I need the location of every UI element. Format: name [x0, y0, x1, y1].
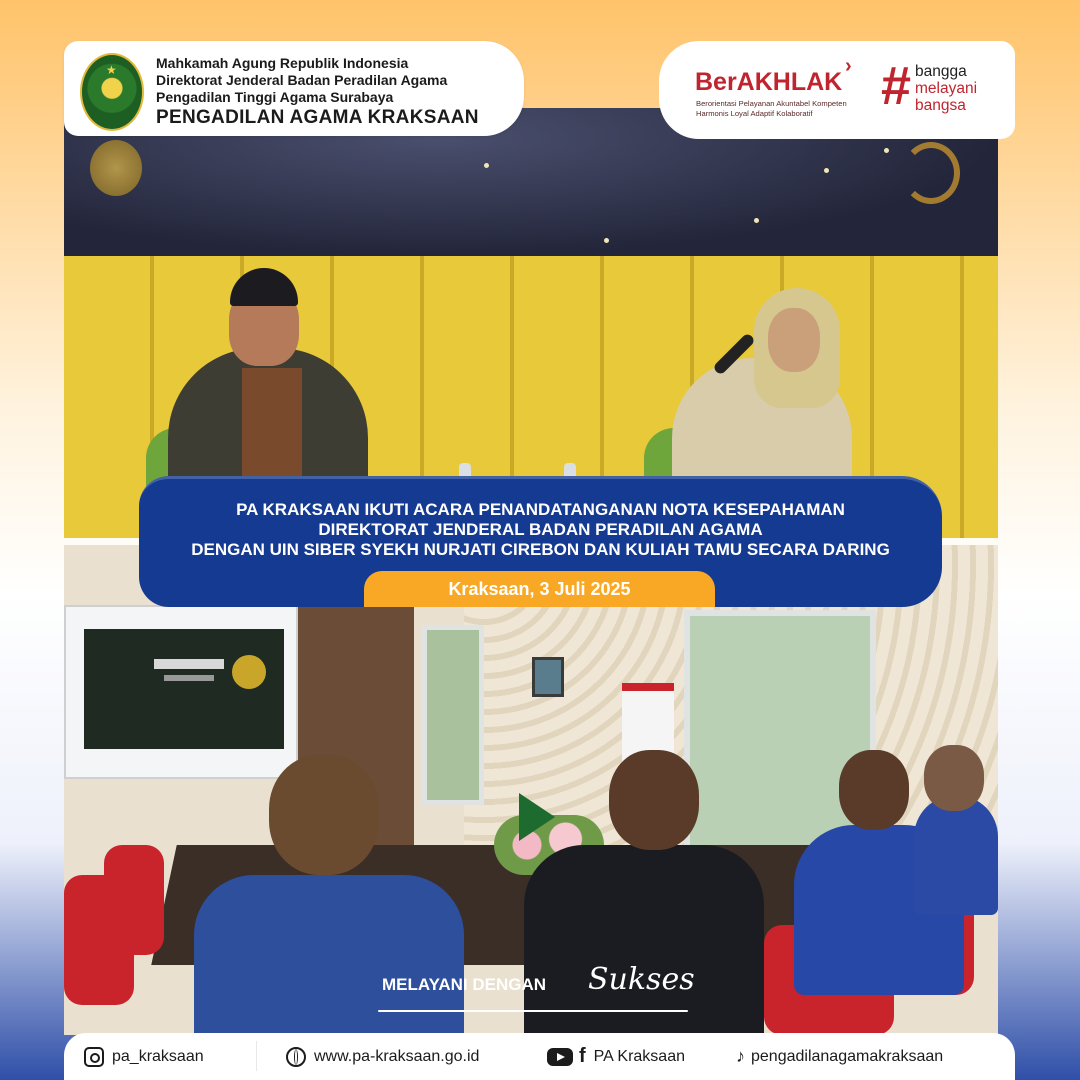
social-footer [64, 1033, 1015, 1080]
website-link[interactable]: www.pa-kraksaan.go.id [286, 1033, 479, 1080]
stage-emblem [90, 140, 142, 196]
berakhlak-values: Berorientasi Pelayanan Akuntabel Kompeten Harmonis Loyal Adaptif Kolaboratif [696, 99, 847, 118]
instagram-icon [84, 1047, 104, 1067]
facebook-icon: f [579, 1045, 586, 1067]
photo-stage-discussion [64, 108, 998, 538]
hashtag-icon: # [881, 56, 912, 116]
chevron-icon: › [845, 55, 852, 77]
tagline-text: MELAYANI DENGAN [382, 975, 547, 994]
branding-card [659, 41, 1015, 139]
youtube-icon [547, 1048, 573, 1066]
date-text: Kraksaan, 3 Juli 2025 [448, 579, 631, 599]
projector-screen [64, 605, 298, 779]
stage-logo [902, 142, 960, 204]
berakhlak-logo: BerAKHLAK [695, 68, 843, 96]
date-badge [364, 571, 715, 607]
globe-icon [286, 1047, 306, 1067]
office-name: PENGADILAN AGAMA KRAKSAAN [156, 107, 479, 128]
headline-line: DENGAN UIN SIBER SYEKH NURJATI CIREBON DAN KULIAH TAMU SECARA DARING [191, 540, 890, 559]
attendee [914, 795, 998, 915]
institution-header [64, 41, 524, 136]
tagline-script: Sukses [588, 962, 695, 997]
wall-frame [532, 657, 564, 697]
headline-line: PA KRAKSAAN IKUTI ACARA PENANDATANGANAN NOTA KESEPAHAMAN [236, 500, 845, 519]
tiktok-link[interactable]: ♪ pengadilanagamakraksaan [736, 1046, 944, 1066]
institution-line: Mahkamah Agung Republik Indonesia [156, 55, 409, 71]
tiktok-icon: ♪ [736, 1046, 745, 1066]
headline-line: DIREKTORAT JENDERAL BADAN PERADILAN AGAMA [318, 520, 763, 539]
photo-meeting-room [64, 545, 998, 1035]
institution-line: Direktorat Jenderal Badan Peradilan Agama [156, 72, 448, 88]
institution-line: Pengadilan Tinggi Agama Surabaya [156, 89, 394, 105]
tagline-underline [378, 1010, 688, 1012]
instagram-link[interactable]: pa_kraksaan [84, 1033, 204, 1080]
attendee [524, 845, 764, 1035]
facebook-link[interactable]: f PA Kraksaan [547, 1033, 685, 1080]
bangga-melayani-bangsa-logo: bangga melayani bangsa [915, 63, 978, 114]
court-emblem-icon: ★ [80, 53, 144, 131]
